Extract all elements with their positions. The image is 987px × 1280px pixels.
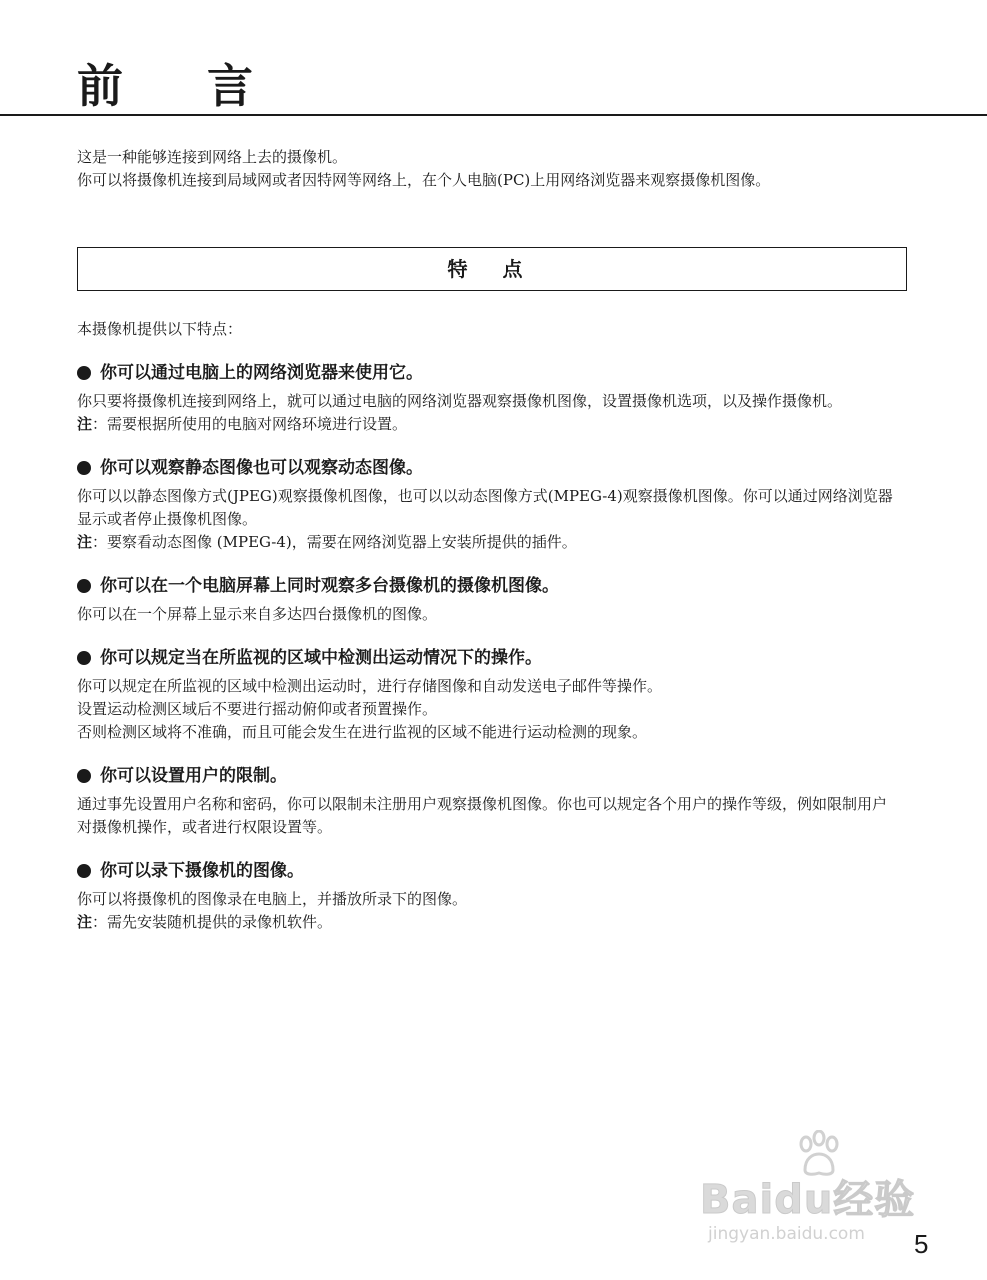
feature-heading-text: 你可以在一个电脑屏幕上同时观察多台摄像机的摄像机图像。 — [100, 576, 559, 596]
feature-body — [77, 888, 907, 934]
feature-heading-text: 你可以设置用户的限制。 — [100, 766, 287, 786]
page-number: 5 — [914, 1229, 929, 1259]
feature-item — [77, 573, 907, 626]
feature-heading-text: 你可以规定当在所监视的区域中检测出运动情况下的操作。 — [100, 648, 542, 668]
baidu-jingyan-watermark — [700, 1130, 930, 1244]
watermark-url: jingyan.baidu.com — [708, 1224, 865, 1244]
section-heading-box: 特 点 — [77, 247, 907, 291]
feature-heading — [77, 858, 907, 884]
intro-paragraph — [77, 146, 907, 192]
feature-note — [77, 911, 897, 934]
bullet-icon — [77, 864, 91, 878]
feature-item — [77, 645, 907, 744]
bullet-icon — [77, 366, 91, 380]
page-title: 前 言 — [77, 59, 288, 113]
feature-heading — [77, 763, 907, 789]
feature-item — [77, 858, 907, 934]
feature-note — [77, 531, 897, 554]
feature-description-line: 你可以规定在所监视的区域中检测出运动时，进行存储图像和自动发送电子邮件等操作。 — [77, 677, 663, 695]
feature-description-line: 否则检测区域将不准确，而且可能会发生在进行监视的区域不能进行运动检测的现象。 — [77, 723, 648, 741]
feature-body — [77, 675, 907, 744]
feature-heading-text: 你可以观察静态图像也可以观察动态图像。 — [100, 458, 423, 478]
bullet-icon — [77, 461, 91, 475]
feature-heading-text: 你可以录下摄像机的图像。 — [100, 861, 304, 881]
feature-heading — [77, 573, 907, 599]
note-label: 注 — [77, 533, 93, 551]
feature-list — [77, 360, 907, 953]
intro-line: 这是一种能够连接到网络上去的摄像机。 — [77, 148, 348, 166]
watermark-logo: Baidu经验 — [700, 1177, 916, 1223]
feature-heading — [77, 645, 907, 671]
feature-item — [77, 455, 907, 554]
feature-heading — [77, 455, 907, 481]
feature-heading-text: 你可以通过电脑上的网络浏览器来使用它。 — [100, 363, 423, 383]
note-text: ：需先安装随机提供的录像机软件。 — [92, 913, 333, 931]
note-text: ：需要根据所使用的电脑对网络环境进行设置。 — [92, 415, 408, 433]
title-divider — [0, 114, 987, 116]
section-lead: 本摄像机提供以下特点： — [77, 320, 243, 338]
feature-description: 你只要将摄像机连接到网络上，就可以通过电脑的网络浏览器观察摄像机图像，设置摄像机选项，以及操作摄像机。 — [77, 392, 843, 410]
feature-item — [77, 360, 907, 436]
note-label: 注 — [77, 913, 93, 931]
feature-description: 你可以以静态图像方式(JPEG)观察摄像机图像，也可以以动态图像方式(MPEG-4)观察摄像机图像。你可以通过网络浏览器显示或者停止摄像机图像。 — [77, 487, 893, 528]
bullet-icon — [77, 579, 91, 593]
feature-item — [77, 763, 907, 839]
feature-note — [77, 413, 897, 436]
feature-body — [77, 603, 907, 626]
feature-body — [77, 390, 907, 436]
feature-body — [77, 793, 907, 839]
feature-description-line: 设置运动检测区域后不要进行摇动俯仰或者预置操作。 — [77, 700, 438, 718]
note-label: 注 — [77, 415, 93, 433]
feature-description: 你可以在一个屏幕上显示来自多达四台摄像机的图像。 — [77, 605, 438, 623]
bullet-icon — [77, 769, 91, 783]
note-text: ：要察看动态图像 (MPEG-4)，需要在网络浏览器上安装所提供的插件。 — [92, 533, 577, 551]
feature-description: 通过事先设置用户名称和密码，你可以限制未注册用户观察摄像机图像。你也可以规定各个用户的操作等级，例如限制用户对摄像机操作，或者进行权限设置等。 — [77, 795, 888, 836]
feature-description: 你可以将摄像机的图像录在电脑上，并播放所录下的图像。 — [77, 890, 468, 908]
feature-heading — [77, 360, 907, 386]
feature-body — [77, 485, 907, 554]
intro-line: 你可以将摄像机连接到局域网或者因特网等网络上，在个人电脑(PC)上用网络浏览器来观察摄像机图像。 — [77, 171, 771, 189]
bullet-icon — [77, 651, 91, 665]
